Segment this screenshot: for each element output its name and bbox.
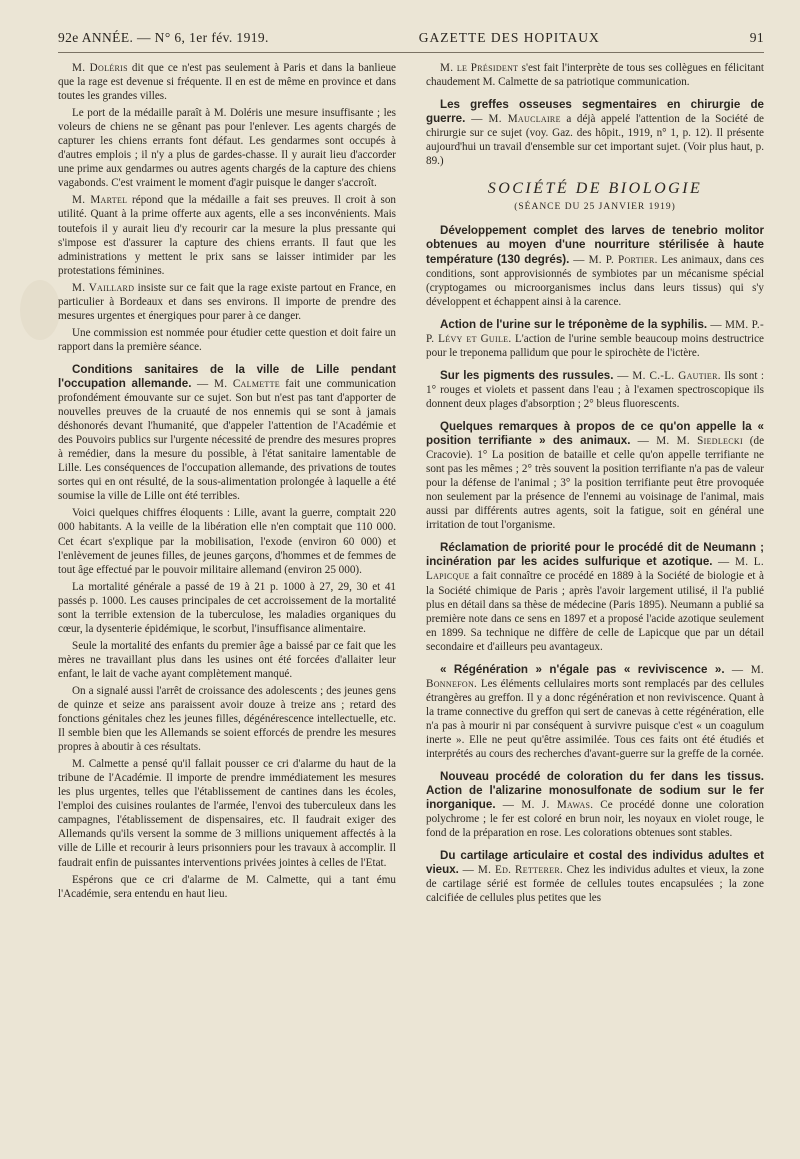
paragraph: Le port de la médaille paraît à M. Doléris une mesure insuffisante ; les voleurs de chiens ne se gênant pas pour l'enlever. Les agents chargés de capturer les chiens errants font défaut. Les gendarmes sont occupés à d'autres emplois ; il n'y a plus de gardes-chasse. Il y aurait lieu d'accorder une prime aux gendarmes ou autres agents chargés de la capture des chiens vagabonds. C'est vraiment le moment d'agir puisque le danger s'accroît.	[58, 107, 396, 190]
author-name: — M. Bonnefon.	[426, 663, 765, 690]
paragraph: M. Doléris dit que ce n'est pas seulement à Paris et dans la banlieue que la rage est devenue si fréquente. Il en est de même en province et dans toutes les grandes villes.	[58, 62, 396, 103]
paragraph: Du cartilage articulaire et costal des individus adultes et vieux. — M. Ed. Retterer. Chez les individus adultes et vieux, la zone de cartilage sérié est formée de cellules toutes encapsulées ; la zone calcifiée de cellules plus petites que les	[426, 849, 764, 905]
speaker-name: M. Vaillard	[72, 281, 135, 294]
paragraph: Les greffes osseuses segmentaires en chirurgie de guerre. — M. Mauclaire a déjà appelé l'attention de la Société de chirurgie sur ce sujet (voy. Gaz. des hôpit., 1919, n° 1, p. 12). Il présente aujourd'hui un travail d'ensemble sur cet important sujet. (Voir plus haut, p. 89.)	[426, 98, 764, 168]
author-name: — M. Ed. Retterer.	[458, 864, 564, 877]
page-header	[58, 30, 764, 53]
author-name: — M. C.-L. Gautier.	[613, 369, 721, 382]
society-title: SOCIÉTÉ DE BIOLOGIE	[487, 180, 703, 198]
abstract-item	[426, 318, 764, 360]
author-name: — MM. P.-P. Lévy et Guile.	[426, 318, 764, 345]
paragraph: La mortalité générale a passé de 19 à 21 p. 1000 à 27, 29, 30 et 41 passés p. 1000. Les causes principales de cet accroissement de la mortalité sont la terrible extension de la tuberculose, les maladies organiques du cœur, la dysenterie épidémique, le scorbut, l'insuffisance alimentaire.	[58, 580, 396, 635]
speaker-name: M. le Président	[440, 62, 519, 74]
abstract-heading: Développement complet des larves de tenebrio molitor obtenues au moyen d'une nourriture stérilisée à haute température (130 degrés).	[426, 224, 764, 266]
abstract-item	[426, 770, 764, 840]
paragraph: M. Martel répond que la médaille a fait ses preuves. Il croit à son utilité. Quant à la prime offerte aux agents, elle a ses inconvénients. Mais toutefois il y aurait lieu d'y recourir car la mesure la plus pressante qui s'impose est d'assurer la capture des chiens errants. Il faut que les administrations y mettent le prix sans se laisser intimider par les protestations féminines.	[58, 194, 396, 277]
paragraph: On a signalé aussi l'arrêt de croissance des adolescents ; des jeunes gens de quinze et seize ans paraissent avoir douze à treize ans ; retard des fonctions génitales chez les jeunes filles, dégénérescence intellectuelle, etc. Il semble bien que les Allemands se soient efforcés de prendre les mesures propres à aboutir à ces résultats.	[58, 684, 396, 754]
abstract-item	[426, 224, 764, 308]
author-name: — M. Calmette	[191, 377, 280, 390]
paragraph: M. Vaillard insiste sur ce fait que la rage existe partout en France, en particulier à Bordeaux et dans ses environs. Il importe de prendre des mesures urgentes et énergiques pour parer à ce danger.	[58, 281, 396, 322]
paragraph: Seule la mortalité des enfants du premier âge a baissé par ce fait que les mères ne travaillant plus dans les usines ont été forcées d'allaiter leur enfant, le lait de vache ayant complètement manqué.	[58, 639, 396, 680]
abstract-item	[426, 849, 764, 905]
abstract-heading: Du cartilage articulaire et costal des individus adultes et vieux.	[426, 849, 764, 877]
abstract-item	[426, 369, 764, 411]
author-name: — M. P. Portier.	[569, 253, 658, 266]
paragraph: Nouveau procédé de coloration du fer dans les tissus. Action de l'alizarine monosulfonate de sodium sur le fer inorganique. — M. J. Mawas. Ce procédé donne une coloration polychrome ; le fer est coloré en brun noir, les noyaux en violet rouge, le fond de la préparation en rose. Les colorations obtenues sont stables.	[426, 770, 764, 840]
right-column	[426, 61, 764, 908]
left-column	[58, 61, 396, 908]
paragraph: M. le Président s'est fait l'interprète de tous ses collègues en félicitant chaudement M. Calmette de sa patriotique communication.	[426, 62, 764, 89]
article-lille	[58, 363, 396, 901]
speaker-name: M. Martel	[72, 194, 128, 207]
paragraph: « Régénération » n'égale pas « reviviscence ». — M. Bonnefon. Les éléments cellulaires morts sont remplacés par des cellules étrangères au greffon. Il y a donc régénération et non reviviscence. Quant à la trame connective du greffon qui sert de canevas à cette régénération, elle n'a pas à mourir ni par conséquent à survivre puisque c'est « un coagulum inerte ». Elle ne peut qu'être assimilée. Tous ces faits ont été étudiés et interprétés au cours des recherches d'avant-guerre sur la greffe de la cornée.	[426, 662, 765, 761]
paragraph: Quelques remarques à propos de ce qu'on appelle la « position terrifiante » des animaux. — M. M. Siedlecki (de Cracovie). 1° La position de bataille et celle qu'on appelle terrifiante ne sont pas les mêmes ; 2° très souvent la position terrifiante n'a pas de valeur pour la défense de l'animal ; 3° la position terrifiante peut être provoquée non seulement par la présence de l'ennemi au voisinage de l'animal, mais aussi par différents autres agents, soit la fatigue, soit en général une irritation de tout l'organisme.	[426, 419, 765, 532]
abstract-heading: Sur les pigments des russules.	[440, 368, 614, 382]
two-column-body	[58, 61, 764, 908]
paragraph: Action de l'urine sur le tréponème de la syphilis. — MM. P.-P. Lévy et Guile. L'action de l'urine semble beaucoup moins destructrice pour le treponema pallidum que pour le spirochète de l'ictère.	[426, 317, 764, 359]
paragraph: Espérons que ce cri d'alarme de M. Calmette, qui a tant ému l'Académie, sera entendu en haut lieu.	[58, 873, 396, 900]
article-greffes	[426, 98, 764, 168]
paragraph: Sur les pigments des russules. — M. C.-L. Gautier. Ils sont : 1° rouges et violets et passent dans l'eau ; à l'examen spectroscopique ils donnent deux plages d'absorption ; 2° bleus fluorescents.	[426, 368, 764, 410]
abstract-heading: Action de l'urine sur le tréponème de la syphilis.	[440, 317, 708, 331]
author-name: — M. Mauclaire	[465, 113, 561, 126]
page-stain	[20, 280, 60, 340]
paragraph: Conditions sanitaires de la ville de Lille pendant l'occupation allemande. — M. Calmette fait une communication profondément émouvante sur ce sujet. Son but n'est pas tant d'apporter de nouvelles preuves de la cruauté de nos ennemis qui se sont à jamais déshonorés devant l'humanité, que d'appeler l'attention de l'Académie et des Pouvoirs publics sur l'urgente nécessité de prendre des mesures propres à remédier, dans la mesure du possible, à l'état sanitaire lamentable de Lille. Les conséquences de l'occupation allemande, des privations de toutes sortes qui en ont résulté, de la sous-alimentation prolongée à laquelle a été soumise la ville de Lille ont été terribles.	[58, 362, 396, 503]
paragraph: M. Calmette a pensé qu'il fallait pousser ce cri d'alarme du haut de la tribune de l'Académie. Il importe de prendre immédiatement les mesures les plus urgentes, telles que l'établissement de cantines dans les écoles, l'emploi des cuisines roulantes de l'armée, l'envoi des tuberculeux dans les campagnes, l'établissement de dispensaires, etc. Il faudrait exiger des Allemands qu'ils versent la somme de 3 millions uniquement affectés à la ville de Lille et recourir à leurs prisonniers pour les travaux à accomplir. Il faudrait enfin de puissantes interventions privées jointes à celles de l'Etat.	[58, 758, 396, 869]
abstract-item	[426, 663, 764, 761]
article-heading: Les greffes osseuses segmentaires en chirurgie de guerre.	[426, 98, 764, 126]
author-name: — M. J. Mawas.	[495, 799, 594, 812]
paragraph: Réclamation de priorité pour le procédé dit de Neumann ; incinération par les acides sulfurique et azotique. — M. L. Lapicque a fait connaître ce procédé en 1889 à la Société de biologie et à la Société chimique de Paris ; après l'avoir largement utilisé, il l'a publié plus en détail dans sa thèse de médecine (Paris 1895). Neumann a publié sa première note dans ce sens en 1897 et a proposé l'acide azotique seulement en 1899. Sa technique ne diffère de celle de Lapicque que par un détail secondaire et d'ailleurs peu avantageux.	[426, 541, 764, 653]
abstract-heading: Nouveau procédé de coloration du fer dans les tissus. Action de l'alizarine monosulfonate de sodium sur le fer inorganique.	[426, 770, 764, 812]
header-issue: 92e ANNÉE. — N° 6, 1er fév. 1919.	[58, 30, 269, 45]
author-name: — M. L. Lapicque	[426, 556, 764, 583]
paragraph: Voici quelques chiffres éloquents : Lille, avant la guerre, comptait 220 000 habitants. A la veille de la libération elle n'en comptait que 110 000. Cet écart s'explique par la mobilisation, l'exode (environ 60 000) et l'enlèvement de jeunes filles, de jeunes garçons, d'hommes et de femmes de tout âge effectué par le pouvoir militaire allemand (environ 25 000).	[58, 507, 396, 576]
abstract-heading: « Régénération » n'égale pas « reviviscence ».	[440, 662, 725, 676]
abstract-heading: Quelques remarques à propos de ce qu'on appelle la « position terrifiante » des animaux.	[426, 419, 764, 448]
header-journal-title: GAZETTE DES HOPITAUX	[418, 30, 600, 45]
paragraph: Développement complet des larves de tenebrio molitor obtenues au moyen d'une nourriture stérilisée à haute température (130 degrés). — M. P. Portier. Les animaux, dans ces conditions, sont approvisionnés de symbiotes par un mécanisme spécial (cryptogames ou microorganismes inclus dans leurs tissus) qui s'y développent et échappent ainsi à la carence.	[426, 224, 764, 308]
speaker-name: M. Doléris	[72, 62, 128, 74]
abstract-item	[426, 541, 764, 653]
paragraph: Une commission est nommée pour étudier cette question et doit faire un rapport dans la première séance.	[58, 326, 396, 353]
abstract-item	[426, 420, 764, 532]
session-date: (SÉANCE DU 25 JANVIER 1919)	[514, 202, 676, 213]
author-name: — M. M. Siedlecki	[630, 435, 743, 448]
article-heading: Conditions sanitaires de la ville de Lille pendant l'occupation allemande.	[58, 362, 396, 390]
header-page-number: 91	[749, 30, 764, 45]
abstract-heading: Réclamation de priorité pour le procédé dit de Neumann ; incinération par les acides sulfurique et azotique.	[426, 541, 764, 569]
